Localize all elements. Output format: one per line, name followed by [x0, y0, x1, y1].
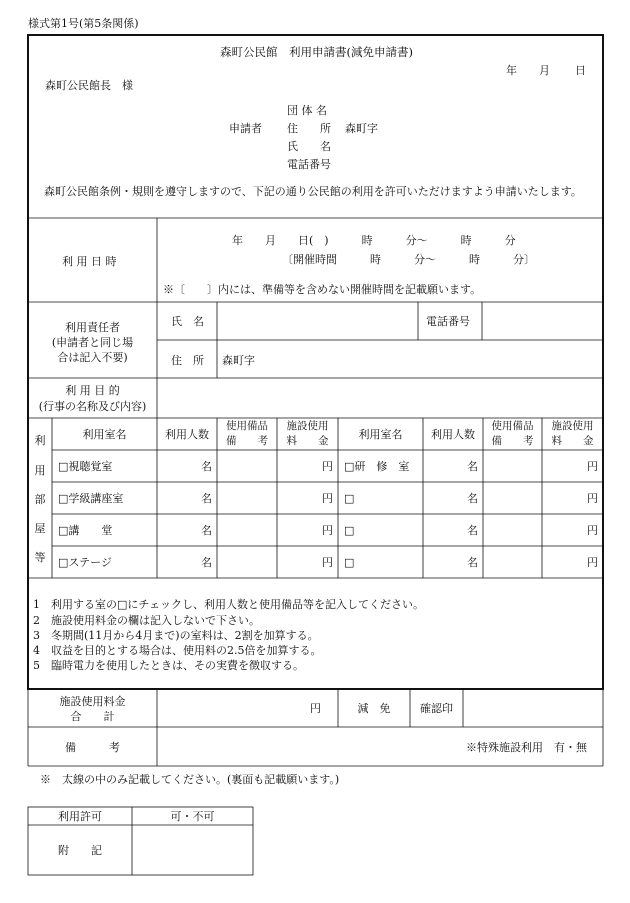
manager-name-label: 氏 名: [171, 315, 204, 328]
usage-datetime-line2: 〔開催時間 時 分～ 時 分〕: [282, 253, 535, 266]
room-right-3[interactable]: □: [344, 524, 355, 537]
date-month: 月: [539, 64, 550, 77]
manager-address-value: 森町字: [222, 354, 255, 367]
note-5: 5 臨時電力を使用したときは、その実費を徴収する。: [33, 659, 304, 672]
people-unit-right-3: 名: [467, 524, 478, 537]
permission-options: 可・不可: [170, 810, 215, 823]
form-title: 森町公民館 利用申請書(減免申請書): [220, 45, 413, 59]
fee-unit-right-2: 円: [587, 492, 598, 505]
fee-unit-right-3: 円: [587, 524, 598, 537]
fee-total-unit: 円: [310, 702, 321, 715]
fee-unit-left-1: 円: [322, 460, 333, 473]
declaration-text: 森町公民館条例・規則を遵守しますので、下記の通り公民館の利用を許可いただけますよう申請いたします。: [44, 185, 582, 198]
reduction-label: 減 免: [357, 702, 391, 715]
header-fee-left-1: 施設使用: [286, 420, 329, 432]
applicant-phone-label: 電話番号: [287, 158, 331, 171]
people-unit-left-4: 名: [201, 556, 212, 569]
addressee: 森町公民館長 様: [45, 79, 133, 92]
people-unit-right-4: 名: [467, 556, 478, 569]
manager-address-label: 住 所: [171, 354, 204, 367]
people-unit-left-3: 名: [201, 524, 212, 537]
usage-datetime-label: 利 用 日 時: [62, 255, 117, 268]
header-equipment-left-1: 使用備品: [226, 420, 268, 432]
manager-label-line3: 合は記入不要): [57, 351, 128, 364]
room-right-4[interactable]: □: [344, 556, 355, 569]
bold-frame-note: ※ 太線の中のみ記載してください。(裏面も記載願います。): [40, 773, 340, 786]
people-unit-left-1: 名: [201, 460, 212, 473]
usage-datetime-line1: 年 月 日( ) 時 分～ 時 分: [232, 234, 516, 247]
purpose-label-line1: 利 用 目 的: [65, 384, 120, 397]
permission-label: 利用許可: [58, 810, 102, 823]
manager-label-line1: 利用責任者: [65, 321, 120, 334]
special-facility-option: ※特殊施設利用 有・無: [466, 741, 587, 754]
note-2: 2 施設使用料金の欄は記入しないで下さい。: [33, 614, 260, 627]
header-equipment-left-2: 備 考: [226, 435, 268, 447]
purpose-label-line2: (行事の名称及び内容): [38, 400, 147, 413]
header-fee-right-2: 料 金: [551, 435, 594, 447]
rooms-side-label-4: 屋: [34, 522, 46, 535]
room-right-1[interactable]: □研 修 室: [344, 460, 410, 473]
room-left-2[interactable]: □学級講座室: [58, 492, 124, 505]
fee-unit-right-1: 円: [587, 460, 598, 473]
rooms-side-label-5: 等: [34, 551, 46, 564]
confirm-seal-label: 確認印: [420, 702, 453, 715]
applicant-group-name-label: 団 体 名: [287, 104, 327, 117]
applicant-name-label: 氏 名: [287, 140, 331, 153]
note-3: 3 冬期間(11月から4月まで)の室料は、2割を加算する。: [33, 629, 319, 642]
date-year: 年: [506, 64, 517, 77]
attachment-label: 附 記: [58, 844, 102, 857]
header-people-right: 利用人数: [431, 428, 475, 441]
header-equipment-right-1: 使用備品: [491, 420, 534, 432]
header-people-left: 利用人数: [165, 428, 209, 441]
note-1: 1 利用する室の□にチェックし、利用人数と使用備品等を記入してください。: [33, 598, 425, 611]
fee-unit-left-2: 円: [322, 492, 333, 505]
fee-unit-left-4: 円: [322, 556, 333, 569]
form-number: 様式第1号(第5条関係): [28, 17, 139, 30]
people-unit-right-2: 名: [467, 492, 478, 505]
header-room-left: 利用室名: [82, 428, 127, 441]
remarks-label: 備 考: [65, 741, 120, 754]
fee-total-label-line2: 合 計: [70, 710, 115, 723]
people-unit-right-1: 名: [467, 460, 478, 473]
rooms-side-label-3: 部: [34, 493, 46, 506]
header-fee-right-1: 施設使用: [551, 420, 594, 432]
manager-label-line2: (申請者と同じ場: [51, 336, 134, 349]
date-day: 日: [575, 64, 586, 77]
header-equipment-right-2: 備 考: [491, 435, 534, 447]
room-left-4[interactable]: □ステージ: [58, 556, 112, 569]
room-left-3[interactable]: □講 堂: [58, 524, 113, 537]
header-room-right: 利用室名: [358, 428, 403, 441]
note-4: 4 収益を目的とする場合は、使用料の2.5倍を加算する。: [33, 644, 322, 657]
applicant-address-value: 森町字: [345, 122, 378, 135]
applicant-address-label: 住 所: [287, 122, 331, 135]
people-unit-left-2: 名: [201, 492, 212, 505]
rooms-side-label-2: 用: [34, 464, 46, 477]
fee-unit-right-4: 円: [587, 556, 598, 569]
applicant-label: 申請者: [229, 122, 262, 135]
fee-unit-left-3: 円: [322, 524, 333, 537]
room-right-2[interactable]: □: [344, 492, 355, 505]
manager-phone-label: 電話番号: [426, 315, 470, 328]
fee-total-label-line1: 施設使用料金: [59, 695, 126, 708]
usage-datetime-note: ※〔 〕内には、準備等を含めない開催時間を記載願います。: [163, 283, 482, 296]
rooms-side-label-1: 利: [34, 434, 46, 447]
room-left-1[interactable]: □視聴覚室: [58, 460, 113, 473]
header-fee-left-2: 料 金: [286, 435, 329, 447]
